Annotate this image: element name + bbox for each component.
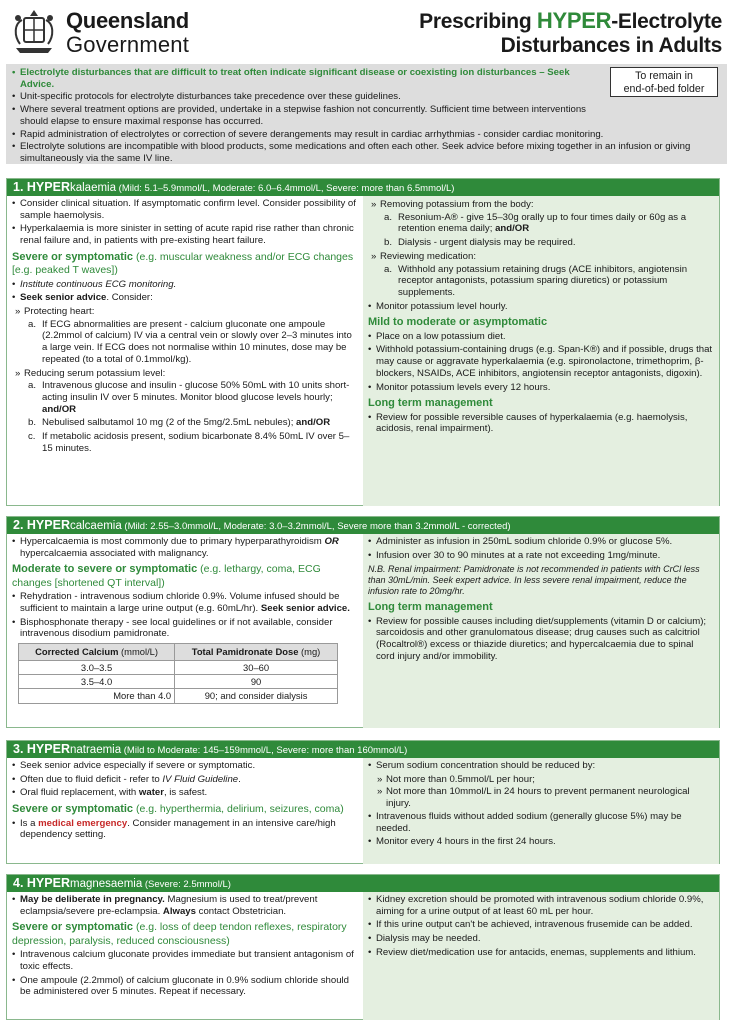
- list-item: • Bisphosphonate therapy - see local guidelines or if not available, consider intravenous disodium pamidronate.: [12, 617, 358, 640]
- ordered-item: a. Intravenous glucose and insulin - glucose 50% 50mL with 10 units short-acting insulin IV over 5 minutes. Monitor blood glucose levels hourly; and/OR: [28, 380, 350, 415]
- left-column: [7, 758, 363, 864]
- list-item: • Monitor potassium level hourly.: [368, 301, 714, 313]
- right-column: [363, 534, 719, 728]
- list-item: • Kidney excretion should be promoted with intravenous sodium chloride 0.9%, aiming for a urine output of at least 60 mL per hour.: [368, 894, 714, 917]
- subheading: Long term management: [368, 397, 493, 410]
- list-item: • Is a medical emergency. Consider management in an intensive care/high dependency setting.: [12, 818, 358, 841]
- sub-item: » Protecting heart:: [12, 306, 358, 318]
- sub-item: » Reducing serum potassium level:: [12, 368, 358, 380]
- brand-government: Government: [66, 32, 190, 57]
- list-item: • Consider clinical situation. If asymptomatic confirm level. Consider possibility of sample haemolysis.: [12, 198, 358, 221]
- sub-item: » Removing potassium from the body:: [368, 199, 714, 211]
- list-item: • Place on a low potassium diet.: [368, 331, 714, 343]
- list-item: • Intravenous fluids without added sodium (generally glucose 5%) may be needed.: [368, 811, 714, 834]
- list-item: • Seek senior advice especially if severe or symptomatic.: [12, 760, 358, 772]
- ordered-item: a. Withhold any potassium retaining drugs (ACE inhibitors, angiotensin receptor antagonists, potassium sparing diuretics) or potassium supplements.: [384, 263, 688, 298]
- pamidronate-table: Corrected Calcium (mmol/L) Total Pamidronate Dose (mg) 3.0–3.5 30–60 3.5–4.0 90 More than 4.0 90; and consider dialysis: [18, 643, 338, 704]
- section-heading: 3. HYPERnatraemia (Mild to Moderate: 145–159mmol/L, Severe: more than 160mmol/L): [7, 741, 719, 758]
- page-header: [0, 0, 734, 66]
- list-item: • Administer as infusion in 250mL sodium chloride 0.9% or glucose 5%.: [368, 536, 714, 548]
- right-column: [363, 758, 719, 864]
- left-column: [7, 196, 363, 506]
- section-hypernatraemia: [6, 740, 720, 864]
- subheading: Mild to moderate or asymptomatic: [368, 316, 548, 329]
- subheading: Severe or symptomatic (e.g. loss of deep tendon reflexes, respiratory depression, paralysis, reduced consciousness): [12, 921, 347, 947]
- section-hypermagnesaemia: [6, 874, 720, 1020]
- section-heading: 4. HYPERmagnesaemia (Severe: 2.5mmol/L): [7, 875, 719, 892]
- queensland-crest-icon: [8, 6, 60, 58]
- left-column: [7, 892, 363, 1020]
- section-hypercalcaemia: [6, 516, 720, 728]
- list-item: • Monitor potassium levels every 12 hours.: [368, 382, 714, 394]
- list-item: • Oral fluid replacement, with water, is safest.: [12, 787, 358, 799]
- list-item: • Review for possible causes including diet/supplements (vitamin D or calcium); sarcoidosis and other granulomatous disease; drug causes such as calcitriol (Rocaltrol®) excess or thiazide diuretics; and hypercalcaemia due to spinal cord injury and/or immobility.: [368, 616, 714, 663]
- keep-in-folder-badge: To remain in end-of-bed folder: [610, 67, 718, 97]
- intro-item: • Where several treatment options are provided, undertake in a stepwise fashion not concurrently. Sufficient time between interventions should elapse to ensure maximal response has occurred.: [12, 104, 602, 127]
- intro-item: • Electrolyte solutions are incompatible with blood products, some medications and often each other. Seek advice before mixing together in an infusion or giving simultaneously via the same IV line.: [12, 141, 721, 164]
- ordered-item: a. If ECG abnormalities are present - calcium gluconate one ampoule (2.2mmol of calcium) IV via a central vein or slowly over 2–3 minutes into a large vein. If ECG does not normalise within 10 minutes, dose may be repeated (to a total of 0.1mmol/kg).: [28, 318, 352, 365]
- list-item: • Review diet/medication use for antacids, enemas, supplements and lithium.: [368, 947, 714, 959]
- sub-item: » Not more than 10mmol/L in 24 hours to prevent permanent neurological injury.: [374, 786, 714, 809]
- list-item: • If this urine output can't be achieved, intravenous frusemide can be added.: [368, 919, 714, 931]
- list-item: • Rehydration - intravenous sodium chloride 0.9%. Volume infused should be sufficient to maintain a large urine output (e.g. 60mL/hr). Seek senior advice.: [12, 591, 358, 614]
- list-item: • Hyperkalaemia is more sinister in setting of acute rapid rise rather than chronic renal failure and, in patients with pre-existing heart failure.: [12, 223, 358, 246]
- page-title: Prescribing HYPER-Electrolyte Disturbances in Adults: [419, 8, 722, 57]
- table-row: 3.0–3.5 30–60: [19, 660, 338, 674]
- list-item: • Often due to fluid deficit - refer to IV Fluid Guideline.: [12, 774, 358, 786]
- ordered-item: b. Dialysis - urgent dialysis may be required.: [384, 237, 576, 249]
- right-column: [363, 892, 719, 1020]
- ordered-item: b. Nebulised salbutamol 10 mg (2 of the 5mg/2.5mL nebules); and/OR: [28, 417, 331, 429]
- list-item: • Intravenous calcium gluconate provides immediate but transient antagonism of toxic effects.: [12, 949, 358, 972]
- section-hyperkalaemia: [6, 178, 720, 506]
- right-column: [363, 196, 719, 506]
- intro-item: • Electrolyte disturbances that are difficult to treat often indicate significant disease or coexisting ion disturbances – Seek Advice.: [12, 67, 606, 90]
- subheading: Long term management: [368, 601, 493, 614]
- subheading: Severe or symptomatic (e.g. hyperthermia, delirium, seizures, coma): [12, 803, 344, 816]
- table-row: More than 4.0 90; and consider dialysis: [19, 689, 338, 703]
- list-item: • Hypercalcaemia is most commonly due to primary hyperparathyroidism OR hypercalcaemia associated with malignancy.: [12, 536, 358, 559]
- renal-note: N.B. Renal impairment: Pamidronate is not recommended in patients with CrCl less than 30mL/min. Seek expert advice. In less severe renal impairment, reduce the infusion rate to 20mg/hr.: [368, 564, 700, 597]
- list-item: • Infusion over 30 to 90 minutes at a rate not exceeding 1mg/minute.: [368, 550, 714, 562]
- intro-item: • Rapid administration of electrolytes or correction of severe derangements may result in cardiac arrhythmias - consider cardiac monitoring.: [12, 129, 721, 141]
- left-column: [7, 534, 363, 728]
- list-item: • May be deliberate in pregnancy. Magnesium is used to treat/prevent eclampsia/severe pre-eclampsia. Always contact Obstetrician.: [12, 894, 358, 917]
- list-item: • One ampoule (2.2mmol) of calcium gluconate in 0.9% sodium chloride should be administered over 5 minutes. Repeat if necessary.: [12, 975, 358, 998]
- sub-item: » Reviewing medication:: [368, 251, 714, 263]
- brand-queensland: Queensland: [66, 8, 189, 33]
- list-item: • Serum sodium concentration should be reduced by:: [368, 760, 714, 772]
- section-heading: 1. HYPERkalaemia (Mild: 5.1–5.9mmol/L, Moderate: 6.0–6.4mmol/L, Severe: more than 6.5mmol/L): [7, 179, 719, 196]
- list-item: • Monitor every 4 hours in the first 24 hours.: [368, 836, 714, 848]
- sub-item: » Not more than 0.5mmol/L per hour;: [374, 774, 714, 786]
- intro-panel: [6, 64, 727, 164]
- ordered-item: a. Resonium-A® - give 15–30g orally up to four times daily or 60g as a retention enema daily; and/OR: [384, 211, 687, 235]
- list-item: • Review for possible reversible causes of hyperkalaemia (e.g. haemolysis, acidosis, renal impairment).: [368, 412, 714, 435]
- list-item: • Withhold potassium-containing drugs (e.g. Span-K®) and if possible, drugs that may cause or aggravate hyperkalaemia (e.g. spironolactone, trimethoprim, β-blockers, NSAIDs, ACE inhibitors, angiotensin receptor antagonists, digoxin).: [368, 344, 714, 379]
- section-heading: 2. HYPERcalcaemia (Mild: 2.55–3.0mmol/L, Moderate: 3.0–3.2mmol/L, Severe more than 3.2mmol/L - corrected): [7, 517, 719, 534]
- list-item: • Dialysis may be needed.: [368, 933, 714, 945]
- intro-item: • Unit-specific protocols for electrolyte disturbances take precedence over these guidelines.: [12, 91, 602, 103]
- list-item: • Institute continuous ECG monitoring.: [12, 279, 358, 291]
- table-row: 3.5–4.0 90: [19, 674, 338, 688]
- ordered-item: c. If metabolic acidosis present, sodium bicarbonate 8.4% 50mL IV over 5–15 minutes.: [28, 431, 350, 454]
- subheading: Severe or symptomatic (e.g. muscular weakness and/or ECG changes [e.g. peaked T waves]): [12, 250, 354, 277]
- list-item: • Seek senior advice. Consider:: [12, 292, 358, 304]
- subheading: Moderate to severe or symptomatic (e.g. lethargy, coma, ECG changes [shortened QT interval]): [12, 563, 321, 589]
